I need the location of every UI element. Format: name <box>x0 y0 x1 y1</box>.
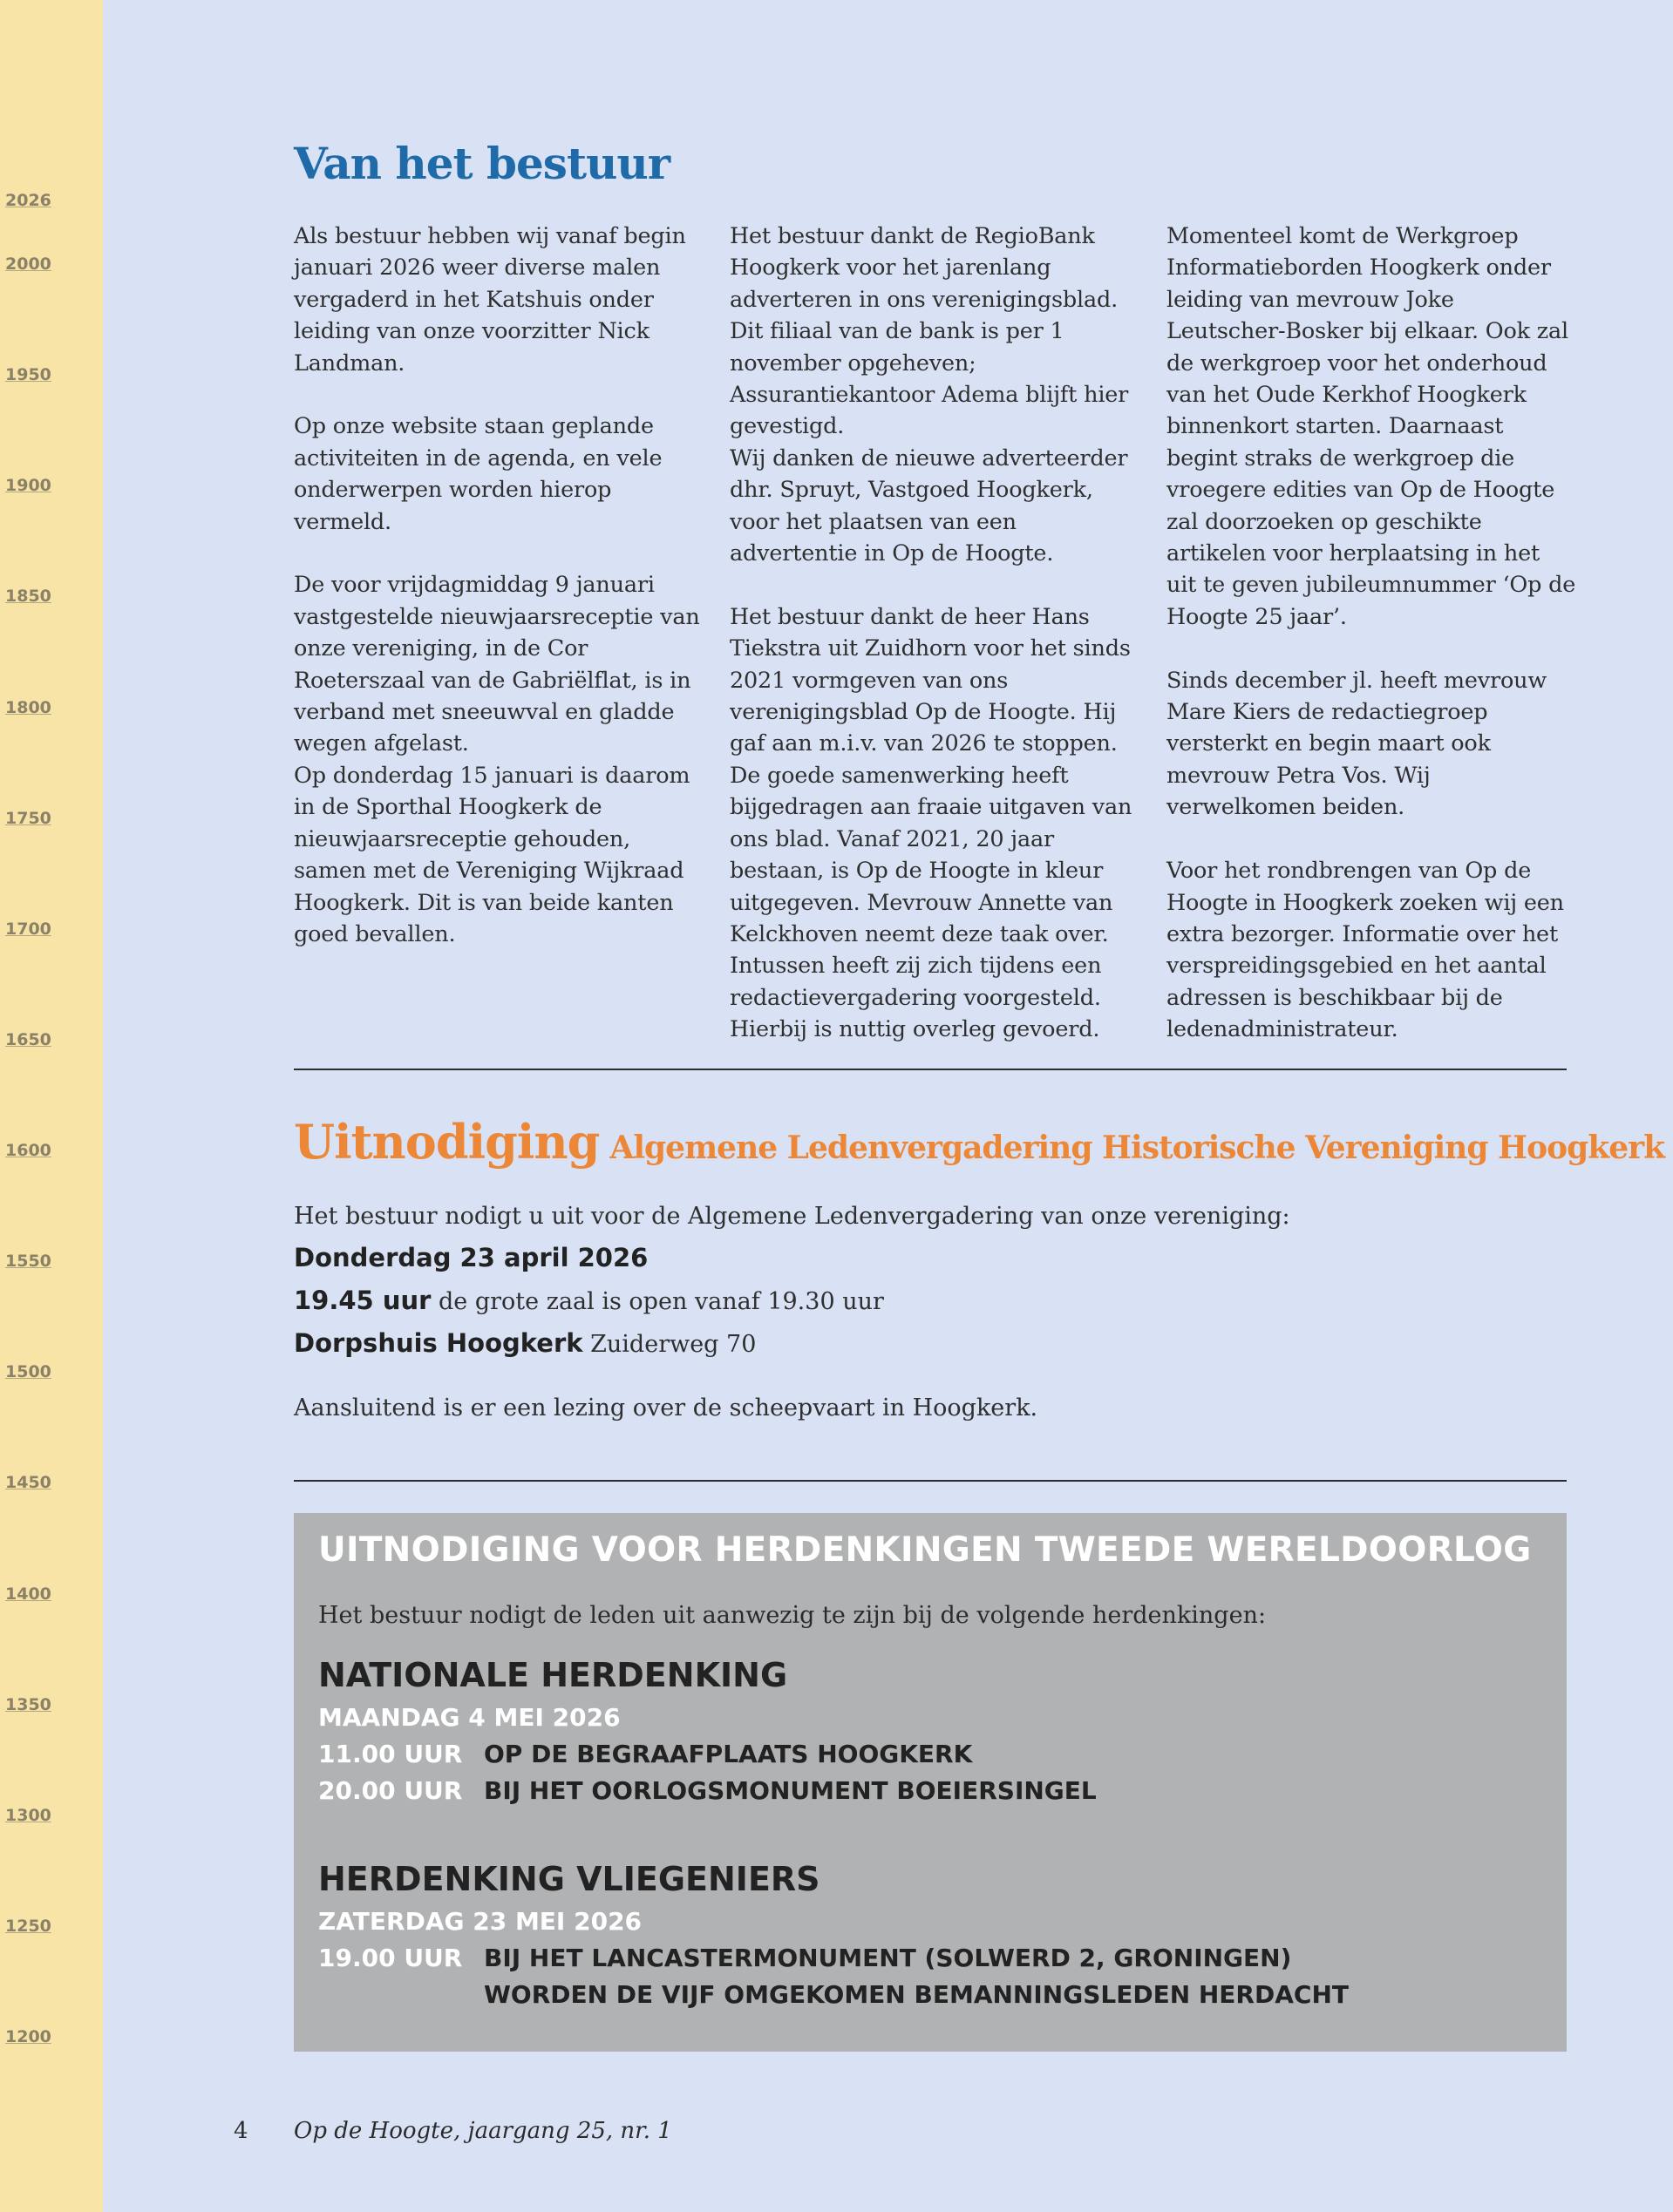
commemoration-title: UITNODIGING VOOR HERDENKINGEN TWEEDE WERELDOORLOG <box>318 1530 1532 1570</box>
paragraph: Momenteel komt de Werkgroep Informatieborden Hoogkerk onder leiding van mevrouw Joke Leutscher-Bosker bij elkaar. Ook zal de werkgroep voor het onderhoud van het Oude Kerkhof Hoogkerk binnenkort starten. Daarnaast begint straks de werkgroep die vroegere edities van Op de Hoogte zal doorzoeken op geschikte artikelen voor herplaatsing in het uit te geven jubileumnummer ‘Op de Hoogte 25 jaar’. <box>1166 223 1576 630</box>
invitation-venue-line <box>294 1328 756 1358</box>
aviators-place-2: WORDEN DE VIJF OMGEKOMEN BEMANNINGSLEDEN HERDACHT <box>484 1980 1349 2009</box>
section-title-bestuur: Van het bestuur <box>294 138 670 189</box>
paragraph: Voor het rondbrengen van Op de Hoogte in Hoogkerk zoeken wij een extra bezorger. Informatie over het verspreidingsgebied en het aantal adressen is beschikbaar bij de ledenadministrateur. <box>1166 858 1564 1043</box>
divider-rule <box>294 1069 1567 1070</box>
paragraph: Het bestuur dankt de RegioBank Hoogkerk voor het jarenlang adverteren in ons verenigingsblad. Dit filiaal van de bank is per 1 november opgeheven; Assurantiekantoor Adema blijft hier gevestigd. <box>730 223 1129 440</box>
timeline-year: 1450 <box>5 1473 51 1492</box>
timeline-year: 1600 <box>5 1141 51 1160</box>
paragraph: Wij danken de nieuwe adverteerder dhr. Spruyt, Vastgoed Hoogkerk, voor het plaatsen van een advertentie in Op de Hoogte. <box>730 444 1128 567</box>
timeline-year: 1300 <box>5 1806 51 1825</box>
invitation-time: 19.45 uur <box>294 1286 432 1315</box>
national-place-1: OP DE BEGRAAFPLAATS HOOGKERK <box>484 1740 973 1768</box>
national-time-1: 11.00 UUR <box>318 1740 463 1768</box>
timeline-year: 1400 <box>5 1584 51 1604</box>
timeline-year: 1550 <box>5 1252 51 1271</box>
timeline-year: 1250 <box>5 1917 51 1936</box>
bestuur-column-3 <box>1166 221 1576 1077</box>
timeline-year: 2000 <box>5 254 51 274</box>
timeline-year: 1750 <box>5 809 51 828</box>
national-title: NATIONALE HERDENKING <box>318 1656 788 1694</box>
bestuur-column-2 <box>730 221 1139 1077</box>
timeline-year: 1500 <box>5 1362 51 1381</box>
timeline-year: 1650 <box>5 1030 51 1049</box>
paragraph: Op donderdag 15 januari is daarom in de Sporthal Hoogkerk de nieuwjaarsreceptie gehouden, samen met de Vereniging Wijkraad Hoogkerk. Dit is van beide kanten goed bevallen. <box>294 762 690 947</box>
paragraph: Sinds december jl. heeft mevrouw Mare Kiers de redactiegroep versterkt en begin maart ook mevrouw Petra Vos. Wij verwelkomen beiden. <box>1166 667 1547 821</box>
timeline-year: 1950 <box>5 365 51 384</box>
national-date: MAANDAG 4 MEI 2026 <box>318 1703 621 1732</box>
timeline-year: 2026 <box>5 191 51 210</box>
invitation-intro: Het bestuur nodigt u uit voor de Algemene Ledenvergadering van onze vereniging: <box>294 1203 1290 1230</box>
invitation-time-line <box>294 1286 884 1315</box>
commemoration-intro: Het bestuur nodigt de leden uit aanwezig te zijn bij de volgende herdenkingen: <box>318 1602 1267 1629</box>
aviators-title: HERDENKING VLIEGENIERS <box>318 1860 820 1898</box>
invitation-venue: Dorpshuis Hoogkerk <box>294 1328 583 1358</box>
invitation-heading <box>294 1114 1664 1170</box>
bestuur-column-1 <box>294 221 704 982</box>
paragraph: Op onze website staan geplande activiteiten in de agenda, en vele onderwerpen worden hierop vermeld. <box>294 413 663 535</box>
national-time-2: 20.00 UUR <box>318 1776 463 1805</box>
invitation-address: Zuiderweg 70 <box>590 1331 757 1358</box>
timeline-year: 1700 <box>5 919 51 939</box>
timeline-year: 1200 <box>5 2027 51 2046</box>
paragraph: De voor vrijdagmiddag 9 januari vastgestelde nieuwjaarsreceptie van onze vereniging, in de Cor Roeterszaal van de Gabriëlflat, is in verband met sneeuwval en gladde wegen afgelast. <box>294 572 700 757</box>
paragraph: Als bestuur hebben wij vanaf begin januari 2026 weer diverse malen vergaderd in het Katshuis onder leiding van onze voorzitter Nick Landman. <box>294 223 686 377</box>
timeline-year: 1350 <box>5 1695 51 1714</box>
national-place-2: BIJ HET OORLOGSMONUMENT BOEIERSINGEL <box>484 1776 1097 1805</box>
commemoration-box <box>294 1513 1567 2052</box>
timeline-strip <box>0 0 98 2212</box>
timeline-year: 1850 <box>5 587 51 606</box>
invitation-title-word: Uitnodiging <box>294 1114 600 1170</box>
page-number: 4 <box>234 2118 248 2144</box>
timeline-year: 1800 <box>5 698 51 717</box>
invitation-date: Donderdag 23 april 2026 <box>294 1243 649 1272</box>
invitation-date-line <box>294 1243 648 1272</box>
invitation-time-note: de grote zaal is open vanaf 19.30 uur <box>439 1288 884 1315</box>
timeline-edge <box>91 0 103 2212</box>
paragraph: Het bestuur dankt de heer Hans Tiekstra uit Zuidhorn voor het sinds 2021 vormgeven van ons verenigingsblad Op de Hoogte. Hij gaf aan m.i.v. van 2026 te stoppen. De goede samenwerking heeft bijgedragen aan fraaie uitgaven van ons blad. Vanaf 2021, 20 jaar bestaan, is Op de Hoogte in kleur uitgegeven. Mevrouw Annette van Kelckhoven neemt deze taak over. Intussen heeft zij zich tijdens een redactievergadering voorgesteld. Hierbij is nuttig overleg gevoerd. <box>730 603 1132 1043</box>
publication-footer: Op de Hoogte, jaargang 25, nr. 1 <box>294 2118 672 2144</box>
invitation-title-sub: Algemene Ledenvergadering Historische Vereniging Hoogkerk <box>609 1130 1665 1166</box>
aviators-place-1: BIJ HET LANCASTERMONUMENT (SOLWERD 2, GRONINGEN) <box>484 1944 1292 1972</box>
aviators-time-1: 19.00 UUR <box>318 1944 463 1972</box>
divider-rule <box>294 1480 1567 1482</box>
timeline-year: 1900 <box>5 476 51 495</box>
aviators-date: ZATERDAG 23 MEI 2026 <box>318 1907 643 1936</box>
invitation-lecture: Aansluitend is er een lezing over de scheepvaart in Hoogkerk. <box>294 1394 1038 1422</box>
